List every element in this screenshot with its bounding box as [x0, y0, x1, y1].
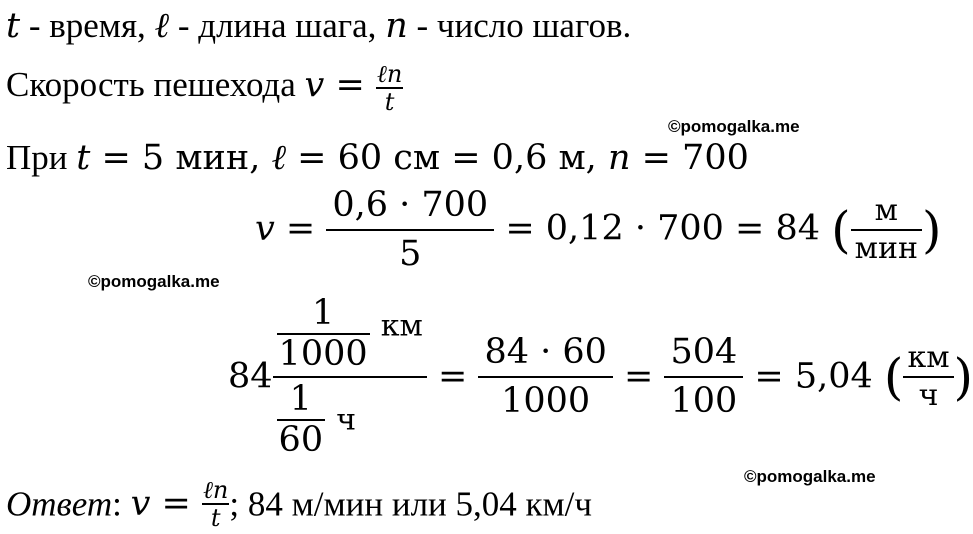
coefficient: 84 — [228, 356, 273, 397]
left-paren: ( — [883, 348, 904, 406]
watermark-middle: ©pomogalka.me — [88, 272, 220, 291]
unit-numerator: м — [874, 193, 898, 228]
var-t: t — [76, 138, 91, 178]
left-paren: ( — [831, 201, 851, 259]
l-value: = 60 см = 0,6 м, — [286, 138, 608, 178]
calc-fraction — [326, 185, 494, 274]
unit-conversion — [228, 293, 973, 460]
answer-values: ; 84 м/мин или 5,04 км/ч — [229, 484, 593, 524]
answer-line — [6, 478, 592, 530]
given-prefix: При — [6, 138, 77, 177]
speed-fraction — [376, 62, 403, 114]
fraction-numerator: ℓn — [202, 476, 229, 504]
var-v: v — [255, 208, 275, 249]
given-values-line — [6, 140, 749, 176]
var-n: n — [607, 138, 631, 178]
var-t: t — [6, 6, 21, 46]
fraction-denominator: t — [376, 87, 403, 114]
compound-denominator — [273, 376, 427, 458]
calc-result: = 0,12 · 700 = 84 — [494, 208, 832, 249]
fraction-denominator: 100 — [664, 376, 743, 419]
equals-sign: = — [150, 483, 202, 524]
answer-colon: : — [112, 484, 131, 524]
var-v: v — [304, 65, 325, 106]
equals-sign: = — [426, 356, 479, 397]
fraction-denominator: t — [202, 503, 229, 530]
fraction-numerator: 84 · 60 — [484, 332, 607, 372]
speed-formula-line — [6, 62, 403, 114]
right-paren: ) — [953, 348, 973, 406]
conversion-fraction-2 — [664, 332, 743, 421]
conversion-fraction-1 — [478, 332, 612, 421]
compound-numerator — [273, 293, 427, 376]
unit-fraction — [903, 340, 953, 413]
speed-label: Скорость пешехода — [6, 65, 305, 105]
fraction-numerator: 0,6 · 700 — [332, 185, 489, 225]
t-description: - время, — [20, 6, 155, 45]
fraction-numerator: ℓn — [376, 60, 403, 88]
fraction-denominator: 5 — [326, 229, 494, 272]
conversion-result: = 5,04 — [743, 356, 884, 397]
equals-sign: = — [612, 356, 665, 397]
fraction-denominator: 1000 — [478, 376, 612, 419]
unit-denominator: мин — [851, 229, 922, 264]
n-value: = 700 — [630, 138, 749, 178]
fraction-numerator: 1 — [289, 379, 312, 419]
unit-h: ч — [336, 402, 357, 438]
inner-fraction-h — [277, 379, 326, 460]
answer-label: Ответ — [6, 484, 113, 524]
watermark-top: ©pomogalka.me — [668, 117, 800, 136]
equals-sign: = — [324, 65, 376, 106]
fraction-numerator: 504 — [670, 332, 738, 372]
definitions-line — [6, 8, 631, 44]
var-n: n — [385, 6, 408, 46]
unit-km: км — [380, 308, 423, 344]
l-description: - длина шага, — [169, 6, 386, 45]
fraction-numerator: 1 — [311, 293, 335, 333]
fraction-denominator: 1000 — [278, 334, 368, 374]
watermark-bottom: ©pomogalka.me — [744, 467, 876, 486]
n-description: - число шагов. — [407, 6, 632, 45]
inner-fraction-km — [277, 293, 370, 374]
equals-sign: = — [274, 208, 327, 249]
unit-denominator: ч — [903, 376, 953, 411]
speed-calculation — [255, 185, 942, 274]
fraction-denominator: 60 — [278, 420, 324, 460]
var-l: ℓ — [271, 138, 287, 178]
t-value: = 5 мин, — [90, 138, 272, 178]
unit-fraction — [851, 193, 922, 266]
var-l: ℓ — [154, 6, 170, 46]
unit-numerator: км — [907, 340, 950, 375]
var-v: v — [130, 483, 151, 524]
compound-fraction — [273, 293, 427, 460]
answer-fraction — [202, 478, 229, 530]
right-paren: ) — [921, 201, 942, 259]
